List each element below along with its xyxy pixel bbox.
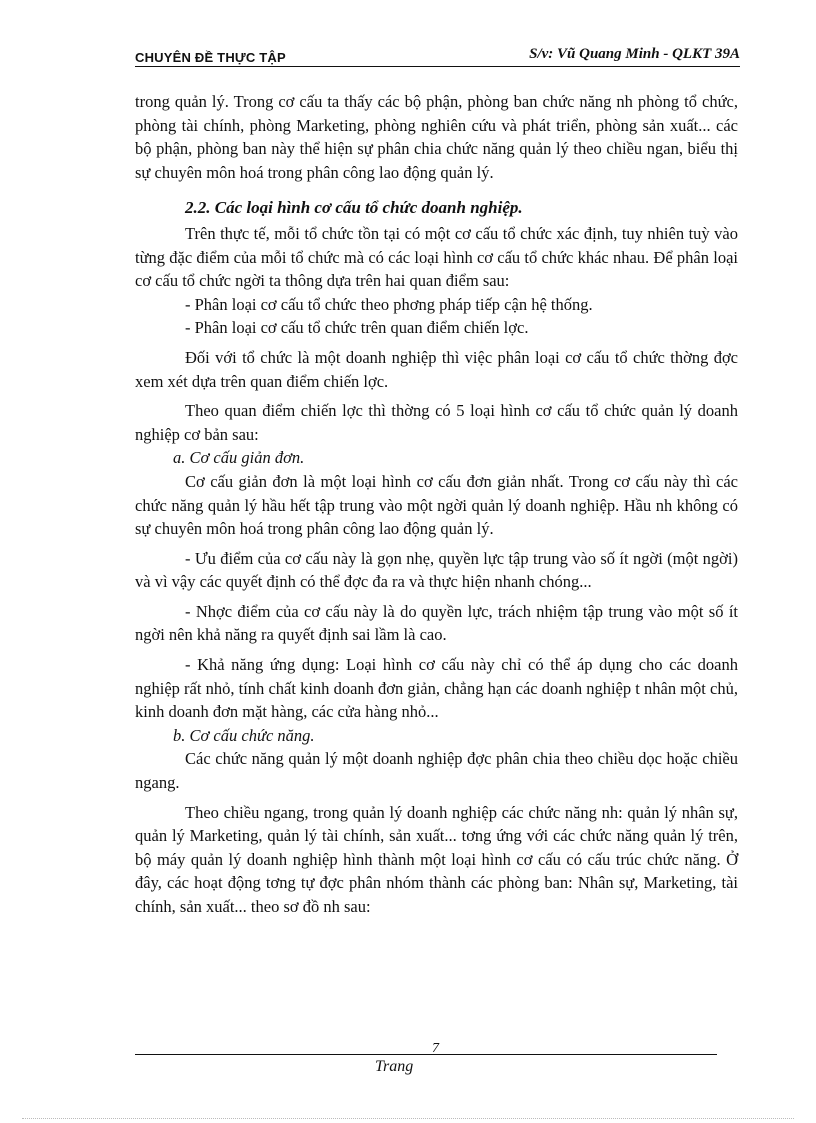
paragraph: - Nhợc điểm của cơ cấu này là do quyền lực, trách nhiệm tập trung vào một số ít ngời nên khả năng ra quyết định sai lầm là cao.	[135, 601, 738, 645]
footer-rule	[135, 1054, 717, 1055]
subsection-heading: b. Cơ cấu chức năng.	[173, 725, 315, 745]
paragraph: - Ưu điểm của cơ cấu này là gọn nhẹ, quyền lực tập trung vào số ít ngời (một ngời) và vì vậy các quyết định có thể đợc đa ra và thực hiện nhanh chóng...	[135, 548, 738, 592]
bullet-item: - Phân loại cơ cấu tổ chức theo phơng pháp tiếp cận hệ thống.	[185, 294, 593, 314]
page-edge-divider	[22, 1118, 794, 1119]
subsection-heading: a. Cơ cấu giản đơn.	[173, 448, 305, 468]
page-label: Trang	[375, 1058, 414, 1075]
paragraph: Các chức năng quản lý một doanh nghiệp đợc phân chia theo chiều dọc hoặc chiều ngang.	[135, 749, 738, 793]
page-body	[135, 90, 738, 919]
header-student-info: S/v: Vũ Quang Minh - QLKT 39A	[529, 46, 740, 62]
paragraph: trong quản lý. Trong cơ cấu ta thấy các bộ phận, phòng ban chức năng nh phòng tổ chức, phòng tài chính, phòng Marketing, phòng nghiên cứu và phát triển, phòng sản xuất... các bộ phận, phòng ban này thể hiện sự phân chia chức năng quản lý theo chiều ngan, biểu thị sự chuyên môn hoá trong phân công lao động quản lý.	[135, 92, 738, 182]
header-course-title: CHUYÊN ĐỀ THỰC TẬP	[135, 50, 286, 65]
page-header	[135, 46, 740, 67]
paragraph: Theo quan điểm chiến lợc thì thờng có 5 loại hình cơ cấu tổ chức quản lý doanh nghiệp cơ bản sau:	[135, 401, 738, 444]
paragraph: Cơ cấu giản đơn là một loại hình cơ cấu đơn giản nhất. Trong cơ cấu này thì các chức năng quản lý hầu hết tập trung vào một ngời quản lý doanh nghiệp. Hầu nh không có sự chuyên môn hoá trong phân công lao động quản lý.	[135, 471, 738, 539]
section-heading: 2.2. Các loại hình cơ cấu tổ chức doanh nghiệp.	[185, 198, 523, 218]
paragraph: - Khả năng ứng dụng: Loại hình cơ cấu này chỉ có thể áp dụng cho các doanh nghiệp rất nhỏ, tính chất kinh doanh đơn giản, chẳng hạn các doanh nghiệp t nhân một chủ, kinh doanh đơn mặt hàng, các cửa hàng nhỏ...	[135, 655, 738, 722]
paragraph: Trên thực tế, mỗi tổ chức tồn tại có một cơ cấu tổ chức xác định, tuy nhiên tuỳ vào từng đặc điểm của mỗi tổ chức mà có các loại hình cơ cấu tổ chức khác nhau. Để phân loại cơ cấu tổ chức ngời ta thông dựa trên hai quan điểm sau:	[135, 223, 738, 291]
paragraph: Theo chiều ngang, trong quản lý doanh nghiệp các chức năng nh: quản lý nhân sự, quản lý Marketing, quản lý tài chính, sản xuất... tơng ứng với các chức năng quản lý trên, bộ máy quản lý doanh nghiệp hình thành một loại hình cơ cấu có cấu trúc chức năng. Ở đây, các hoạt động tơng tự đợc phân nhóm thành các phòng ban: Nhân sự, Marketing, tài chính, sản xuất... theo sơ đồ nh sau:	[135, 802, 738, 916]
page-number: 7	[432, 1041, 439, 1056]
bullet-item: - Phân loại cơ cấu tổ chức trên quan điểm chiến lợc.	[185, 318, 529, 338]
paragraph: Đối với tổ chức là một doanh nghiệp thì việc phân loại cơ cấu tổ chức thờng đợc xem xét dựa trên quan điểm chiến lợc.	[135, 347, 738, 391]
